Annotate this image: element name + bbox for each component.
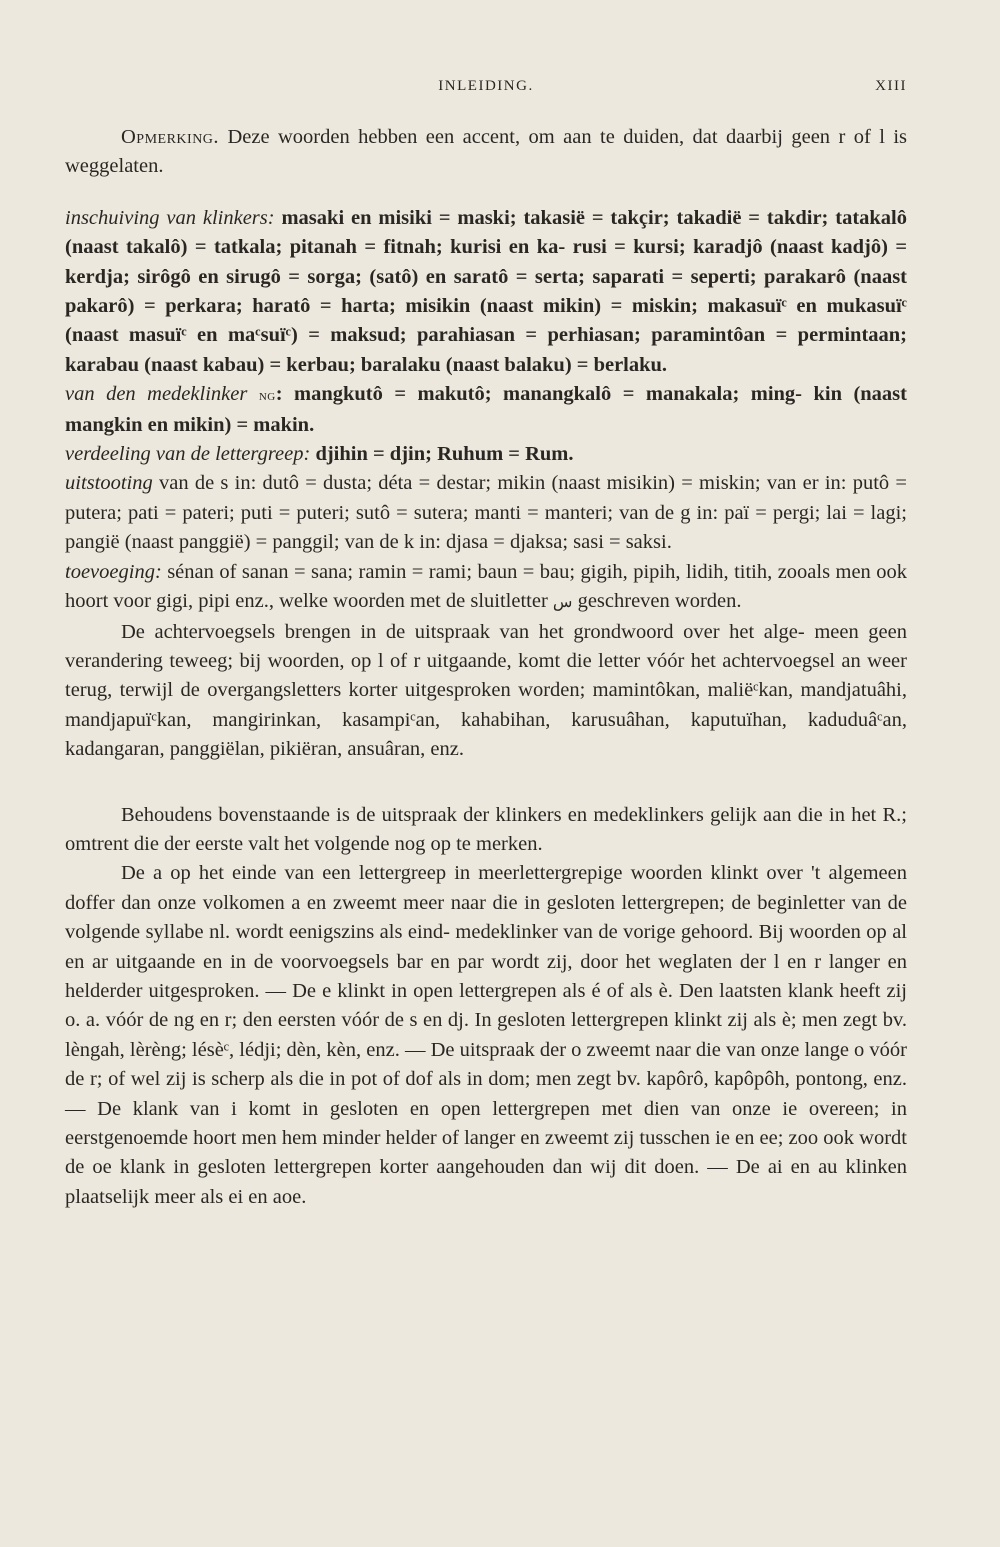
- medeklinker-code: ng: [258, 387, 276, 405]
- inschuiving-text: masaki en misiki = maski; takasië = takçir; takadië = takdir; tatakalô (naast takalô) = tatkala; pitanah = fitnah; kurisi en ka- rusi = kursi; karadjô (naast kadjô) = kerdja; sirôgô en sirugô = sorga; (satô) en saratô = serta; saparati = seperti; parakarô (naast pakarô) = perkara; haratô = harta; misikin (naast mikin) = miskin; makasuïᶜ en mukasuïᶜ (naast masuïᶜ en maᶜsuïᶜ) = maksud; parahiasan = perhiasan; paramintôan = permintaan; karabau (naast kabau) = kerbau; baralaku (naast balaku) = berlaku.: [65, 206, 907, 376]
- toevoeging-text: sénan of sanan = sana; ramin = rami; baun = bau; gigih, pipih, lidih, titih, zooals men ook hoort voor gigi, pipi enz., welke woorden met de sluitletter: [65, 560, 907, 613]
- opmerking-label: Opmerking.: [121, 126, 220, 148]
- opmerking-text: Deze woorden hebben een accent, om aan te duiden, dat daarbij geen r of l is weggelaten.: [65, 126, 907, 178]
- verdeeling-label: verdeeling van de lettergreep:: [65, 443, 311, 466]
- uitstooting-text: van de s in: dutô = dusta; déta = destar; mikin (naast misikin) = miskin; van er in: putô = putera; pati = pateri; puti = puteri; sutô = sutera; manti = manteri; van de g in: paï = pergi; lai = lagi; pangië (naast panggië) = panggil; van de k in: djasa = djaksa; sasi = saksi.: [65, 472, 907, 554]
- toevoeging-label: toevoeging:: [65, 560, 162, 583]
- inschuiving-label: inschuiving van klinkers:: [65, 206, 275, 229]
- paragraph-medeklinker: [65, 380, 907, 440]
- page-number: XIII: [875, 78, 907, 94]
- verdeeling-text: djihin = djin; Ruhum = Rum.: [310, 443, 574, 466]
- running-header: [65, 78, 907, 102]
- toevoeging-text-end: geschreven worden.: [572, 590, 742, 613]
- paragraph-behoudens: Behoudens bovenstaande is de uitspraak der klinkers en medeklinkers gelijk aan die in het R.; omtrent die der eerste valt het volgende nog op te merken.: [65, 803, 907, 855]
- running-title: INLEIDING.: [438, 78, 534, 94]
- body-text: [65, 123, 907, 1212]
- paragraph-achtervoegsels: De achtervoegsels brengen in de uitspraak van het grondwoord over het alge- meen geen verandering teweeg; bij woorden, op l of r uitgaande, komt die letter vóór het achtervoegsel an weer terug, terwijl de overgangsletters korter uitgesproken worden; mamintôkan, maliëᶜkan, mandjatuâhi, mandjapuïᶜkan, mangirinkan, kasampiᶜan, kahabihan, karusuâhan, kaputuïhan, kaduduâᶜan, kadangaran, panggiëlan, pikiëran, ansuâran, enz.: [65, 620, 907, 761]
- paragraph-vowels: De a op het einde van een lettergreep in meerlettergrepige woorden klinkt over 't algemeen doffer dan onze volkomen a en zweemt meer naar die in gesloten lettergrepen; de beginletter van de volgende syllabe nl. wordt eenigszins als eind- medeklinker van de vorige gehoord. Bij woorden op al en ar uitgaande en in de voorvoegsels bar en par wordt zij, door het weglaten der l en r langer en helderder uitgesproken. — De e klinkt in open lettergrepen als é of als è. Den laatsten klank heeft zij o. a. vóór de ng en r; den eersten vóór de s en dj. In gesloten lettergrepen klinkt zij als è; men zegt bv. lèngah, lèrèng; lésèᶜ, lédji; dèn, kèn, enz. — De uitspraak der o zweemt naar die van onze lange o vóór de r; of wel zij is scherp als die in pot of dof als in dom; men zegt bv. kapôrô, kapôpôh, pontong, enz. — De klank van i komt in gesloten en open lettergrepen met dien van onze ie overeen; in eerstgenoemde hoort men hem minder helder of langer en zweemt zij tusschen ie en ee; zoo ook wordt de oe klank in gesloten lettergrepen korter aangehouden dan wij dit doen. — De ai en au klinken plaatselijk meer als ei en aoe.: [65, 862, 908, 1208]
- uitstooting-label: uitstooting: [65, 472, 153, 495]
- paragraph-opmerking: [65, 123, 907, 182]
- paragraph-toevoeging: [65, 558, 907, 618]
- paragraph-inschuiving: [65, 204, 907, 380]
- medeklinker-text: : mangkutô = makutô; manangkalô = manakala; ming- kin (naast mangkin en mikin) = makin.: [65, 383, 907, 436]
- arabic-letter-glyph: ﺱ: [552, 594, 573, 612]
- paragraph-uitstooting: [65, 469, 907, 557]
- paragraph-verdeeling: [65, 440, 907, 469]
- medeklinker-label: van den medeklinker: [65, 383, 248, 406]
